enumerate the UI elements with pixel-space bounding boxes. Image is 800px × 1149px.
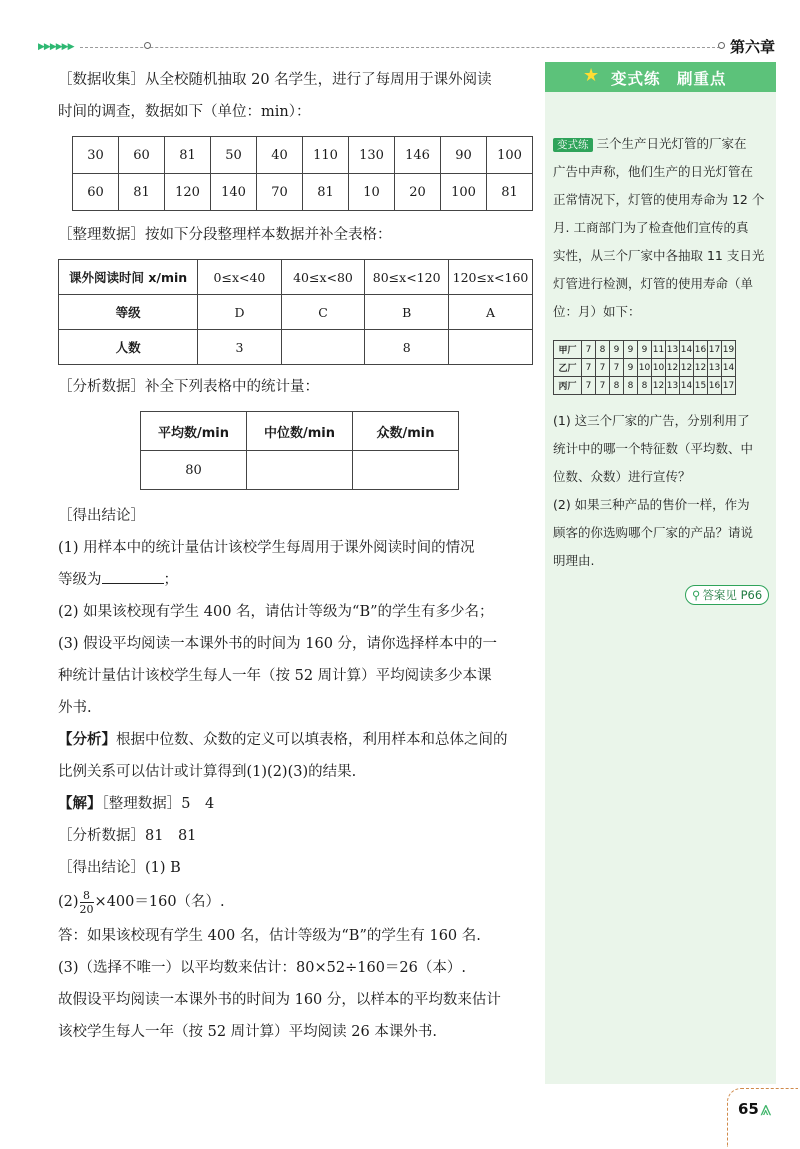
question-text: 明理由. [553, 553, 595, 568]
table-header-cell: 中位数/min [247, 412, 353, 451]
table-cell: 3 [198, 330, 281, 365]
analysis-label: 【分析】 [58, 732, 116, 748]
analysis-text: 比例关系可以估计或计算得到(1)(2)(3)的结果. [58, 764, 357, 780]
table-cell: 9 [624, 359, 638, 377]
table-cell: 7 [596, 359, 610, 377]
table-header-cell: 0≤x<40 [198, 260, 281, 295]
table-header-cell: 40≤x<80 [281, 260, 365, 295]
table-row [59, 260, 533, 295]
table-cell: 16 [694, 341, 708, 359]
table-cell: 120 [165, 174, 211, 211]
table-cell: 19 [722, 341, 736, 359]
table-header-cell: 课外阅读时间 x/min [59, 260, 198, 295]
analyze-text: ［分析数据］补全下列表格中的统计量： [58, 379, 319, 395]
table-cell: 14 [680, 341, 694, 359]
analysis-text: 根据中位数、众数的定义可以填表格，利用样本和总体之间的 [116, 732, 508, 748]
table-cell: 15 [694, 377, 708, 395]
table-cell: 40 [257, 137, 303, 174]
chapter-title: 第六章 [730, 38, 776, 56]
row-label: 人数 [59, 330, 198, 365]
table-cell: 100 [487, 137, 533, 174]
table-header-cell: 众数/min [353, 412, 459, 451]
row-label: 丙厂 [554, 377, 582, 395]
problem-text: 月. 工商部门为了检查他们宣传的真 [553, 220, 749, 235]
runner-icon: ★ [583, 65, 600, 86]
table-cell: 100 [441, 174, 487, 211]
solution-label: 【解】 [58, 796, 102, 812]
table-cell: 16 [708, 377, 722, 395]
table-cell: 8 [596, 341, 610, 359]
solution-text: ×400＝160（名）. [94, 894, 225, 910]
row-label: 等级 [59, 295, 198, 330]
table-cell: 60 [119, 137, 165, 174]
table-cell: 140 [211, 174, 257, 211]
table-cell: 7 [596, 377, 610, 395]
table-cell: A [449, 295, 533, 330]
collect-text: ［数据收集］从全校随机抽取 20 名学生，进行了每周用于课外阅读 [58, 72, 492, 88]
fraction-denominator: 20 [79, 902, 94, 916]
table-cell: 12 [694, 359, 708, 377]
row-label: 甲厂 [554, 341, 582, 359]
table-cell [449, 330, 533, 365]
table-cell: 81 [165, 137, 211, 174]
header-arrows-icon: ▶▶▶▶▶▶ [38, 42, 74, 52]
table-cell: 13 [666, 377, 680, 395]
solution-text [58, 788, 533, 820]
question-text: 种统计量估计该校学生每人一年（按 52 周计算）平均阅读多少本课 [58, 668, 492, 684]
practice-panel-header [545, 62, 776, 92]
solution-text [58, 884, 533, 920]
table-cell [281, 330, 365, 365]
table-row [59, 330, 533, 365]
fraction-numerator: 8 [80, 889, 94, 903]
practice-panel [545, 62, 776, 1084]
table-cell: 90 [441, 137, 487, 174]
table-header-cell: 120≤x<160 [449, 260, 533, 295]
solution-text: ［整理数据］5 4 [101, 796, 215, 812]
fraction [80, 889, 94, 916]
table-cell [353, 451, 459, 490]
question-text: 等级为 [58, 572, 102, 588]
question-text: (1) 这三个厂家的广告，分别利用了 [553, 413, 750, 428]
answer-blank [102, 569, 164, 584]
table-cell: 11 [652, 341, 666, 359]
practice-panel-body [553, 130, 771, 605]
table-cell: 8 [638, 377, 652, 395]
table-cell: 9 [610, 341, 624, 359]
table-row [554, 359, 736, 377]
table-header-cell: 平均数/min [141, 412, 247, 451]
table-cell: 81 [487, 174, 533, 211]
table-row [141, 451, 459, 490]
table-cell: 17 [722, 377, 736, 395]
table-cell: 10 [349, 174, 395, 211]
table-row [73, 174, 533, 211]
practice-tag: 变式练 [553, 138, 593, 152]
table-cell: C [281, 295, 365, 330]
compass-icon: ⩓ [760, 1096, 772, 1120]
key-icon: ⚲ [692, 588, 701, 602]
solution-text: 该校学生每人一年（按 52 周计算）平均阅读 26 本课外书. [58, 1024, 437, 1040]
solution-text: 故假设平均阅读一本课外书的时间为 160 分，以样本的平均数来估计 [58, 992, 501, 1008]
question-text: 顾客的你选购哪个厂家的产品？请说 [553, 525, 754, 540]
stat-table [140, 411, 459, 490]
practice-panel-title: 变式练 刷重点 [611, 70, 727, 88]
table-cell: 12 [666, 359, 680, 377]
table-cell: 17 [708, 341, 722, 359]
question-text: (2) 如果该校现有学生 400 名，请估计等级为“B”的学生有多少名； [58, 604, 494, 620]
collect-text: 时间的调查，数据如下（单位：min）： [58, 104, 311, 120]
factory-table [553, 340, 736, 395]
table-cell: 12 [652, 377, 666, 395]
raw-data-table [72, 136, 533, 211]
header-circle-icon [144, 42, 151, 49]
table-cell: 7 [582, 341, 596, 359]
problem-text: 广告中声称，他们生产的日光灯管在 [553, 164, 754, 179]
table-cell: 12 [680, 359, 694, 377]
question-text: ； [163, 572, 178, 588]
question-text: (1) 用样本中的统计量估计该校学生每周用于课外阅读时间的情况 [58, 540, 475, 556]
solution-text: ［得出结论］(1) B [58, 860, 181, 876]
table-cell: D [198, 295, 281, 330]
header-circle-icon [718, 42, 725, 49]
table-row [141, 412, 459, 451]
table-cell: 13 [708, 359, 722, 377]
table-cell: 81 [119, 174, 165, 211]
problem-text: 三个生产日光灯管的厂家在 [596, 136, 747, 151]
table-row [59, 295, 533, 330]
table-cell: 20 [395, 174, 441, 211]
table-cell: 14 [722, 359, 736, 377]
row-label: 乙厂 [554, 359, 582, 377]
main-content [58, 64, 533, 1048]
problem-text [553, 130, 771, 158]
grade-table [58, 259, 533, 365]
answer-reference[interactable] [685, 585, 769, 605]
table-cell: 80 [141, 451, 247, 490]
question-text: 外书. [58, 700, 92, 716]
table-cell: 146 [395, 137, 441, 174]
question-text: 位数、众数）进行宣传？ [553, 469, 691, 484]
table-cell: B [365, 295, 449, 330]
table-cell: 60 [73, 174, 119, 211]
table-cell: 30 [73, 137, 119, 174]
question-text: 统计中的哪一个特征数（平均数、中 [553, 441, 754, 456]
table-row [554, 377, 736, 395]
conclusion-label: ［得出结论］ [58, 508, 145, 524]
table-row [554, 341, 736, 359]
solution-text: (3)（选择不唯一）以平均数来估计：80×52÷160＝26（本）. [58, 960, 466, 976]
table-cell: 10 [652, 359, 666, 377]
table-cell: 8 [624, 377, 638, 395]
problem-text: 灯管进行检测，灯管的使用寿命（单 [553, 276, 754, 291]
table-cell: 110 [303, 137, 349, 174]
question-text [58, 564, 533, 596]
problem-text: 位：月）如下： [553, 304, 641, 319]
table-cell: 8 [610, 377, 624, 395]
table-cell: 130 [349, 137, 395, 174]
question-text: (3) 假设平均阅读一本课外书的时间为 160 分，请你选择样本中的一 [58, 636, 498, 652]
table-cell: 10 [638, 359, 652, 377]
problem-text: 实性，从三个厂家中各抽取 11 支日光 [553, 248, 765, 263]
table-cell: 81 [303, 174, 349, 211]
solution-text: (2) [58, 894, 79, 910]
table-cell: 7 [582, 359, 596, 377]
table-cell: 14 [680, 377, 694, 395]
solution-text: 答：如果该校现有学生 400 名，估计等级为“B”的学生有 160 名. [58, 928, 481, 944]
table-cell: 9 [624, 341, 638, 359]
question-text: (2) 如果三种产品的售价一样，作为 [553, 497, 750, 512]
analysis-text [58, 724, 533, 756]
table-cell: 7 [582, 377, 596, 395]
answer-reference-label: 答案见 P66 [702, 588, 763, 602]
table-cell: 7 [610, 359, 624, 377]
table-row [73, 137, 533, 174]
table-cell: 50 [211, 137, 257, 174]
table-cell: 70 [257, 174, 303, 211]
problem-text: 正常情况下，灯管的使用寿命为 12 个 [553, 192, 765, 207]
table-header-cell: 80≤x<120 [365, 260, 449, 295]
header-rule [80, 47, 720, 48]
table-cell: 9 [638, 341, 652, 359]
table-cell [247, 451, 353, 490]
organize-text: ［整理数据］按如下分段整理样本数据并补全表格： [58, 227, 392, 243]
table-cell: 8 [365, 330, 449, 365]
page-number: 65 [738, 1100, 759, 1118]
table-cell: 13 [666, 341, 680, 359]
solution-text: ［分析数据］81 81 [58, 828, 197, 844]
